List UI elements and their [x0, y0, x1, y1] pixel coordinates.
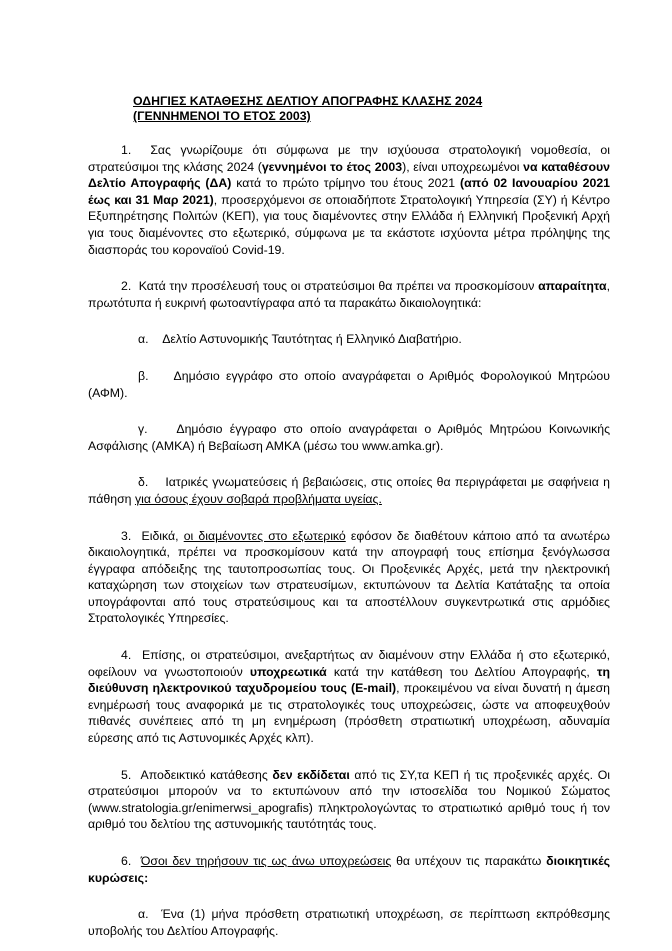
paragraph-6: 6. Όσοι δεν τηρήσουν τις ως άνω υποχρεώσεις θα υπέχουν τις παρακάτω διοικητικές κυρώσεις: [88, 854, 611, 885]
paragraph-2d: δ. Ιατρικές γνωματεύσεις ή βεβαιώσεις, στις οποίες θα περιγράφεται με σαφήνεια η πάθηση για όσους έχουν σοβαρά προβλήματα υγείας. [88, 475, 610, 506]
bold-text: απαραίτητα [538, 279, 607, 294]
paragraph-2a: α. Δελτίο Αστυνομικής Ταυτότητας ή Ελληνικό Διαβατήριο. [138, 332, 462, 347]
bold-text: γεννημένοι το έτος 2003 [261, 159, 403, 174]
bold-text: τη διεύθυνση ηλεκτρονικού ταχυδρομείου τους (E-mail) [88, 664, 610, 696]
underlined-text: για όσους έχουν σοβαρά προβλήματα υγείας. [134, 491, 382, 506]
paragraph-1: 1. Σας γνωρίζουμε ότι σύμφωνα με την ισχύουσα στρατολογική νομοθεσία, οι στρατεύσιμοι της κλάσης 2024 (γεννημένοι το έτος 2003), είναι υποχρεωμένοι να καταθέσουν Δελτίο Απογραφής (ΔΑ) κατά το πρώτο τρίμηνο του έτους 2021 (από 02 Ιανουαρίου 2021 έως και 31 Μαρ 2021), προσερχόμενοι σε οποιαδήποτε Στρατολογική Υπηρεσία (ΣΥ) ή Κέντρο Εξυπηρέτησης Πολιτών (ΚΕΠ), για τους διαμένοντες στην Ελλάδα ή Ελληνική Προξενική Αρχή για τους διαμένοντες στο εξωτερικό, σύμφωνα με τα εκάστοτε ισχύοντα μέτρα πρόληψης της διασποράς του κοροναϊού Covid-19. [88, 143, 611, 257]
paragraph-3: 3. Ειδικά, οι διαμένοντες στο εξωτερικό εφόσον δε διαθέτουν κάποιο από τα ανωτέρω δικαιολογητικά, πρέπει να προσκομίσουν κατά την απογραφή τους επίσημα ξενόγλωσσα έγγραφα απόδειξης της ταυτοπροσωπίας τους. Οι Προξενικές Αρχές, μετά την ηλεκτρονική καταχώρηση των στοιχείων των στρατευσίμων, εκτυπώνουν τα Δελτία Κατάταξης τα οποία υπογράφονται από τους στρατεύσιμους και τα αποστέλλουν συγκεντρωτικά στις αρμόδιες Στρατολογικές Υπηρεσίες. [88, 528, 610, 626]
document-page [88, 94, 610, 939]
bold-text: (από 02 Ιανουαρίου 2021 έως και 31 Μαρ 2021) [88, 176, 610, 207]
title-line-1: ΟΔΗΓΙΕΣ ΚΑΤΑΘΕΣΗΣ ΔΕΛΤΙΟΥ ΑΠΟΓΡΑΦΗΣ ΚΛΑΣΗΣ 2024 [133, 94, 483, 108]
bold-text: υποχρεωτικά [249, 664, 327, 679]
paragraph-2: 2. Κατά την προσέλευσή τους οι στρατεύσιμοι θα πρέπει να προσκομίσουν απαραίτητα, πρωτότυπα ή ευκρινή φωτοαντίγραφα από τα παρακάτω δικαιολογητικά: [88, 279, 610, 310]
paragraph-6a: α. Ένα (1) μήνα πρόσθετη στρατιωτική υποχρέωση, σε περίπτωση εκπρόθεσμης υποβολής του Δελτίου Απογραφής. [88, 907, 610, 938]
bold-text: διοικητικές κυρώσεις: [88, 854, 611, 885]
underlined-text: οι διαμένοντες στο εξωτερικό [183, 528, 346, 543]
title-line-2: (ΓΕΝΝΗΜΕΝΟΙ ΤΟ ΕΤΟΣ 2003) [133, 109, 311, 123]
underlined-text: Όσοι δεν τηρήσουν τις ως άνω υποχρεώσεις [140, 854, 392, 868]
document-title [133, 94, 610, 124]
paragraph-2b: β. Δημόσιο εγγράφο στο οποίο αναγράφεται ο Αριθμός Φορολογικού Μητρώου (ΑΦΜ). [88, 368, 610, 400]
paragraph-5: 5. Αποδεικτικό κατάθεσης δεν εκδίδεται από τις ΣΥ,τα ΚΕΠ ή τις προξενικές αρχές. Οι στρατεύσιμοι μπορούν να το εκτυπώνουν από την ιστοσελίδα του Νομικού Σώματος (www.stratologia.gr/enimerwsi_apografis) πληκτρολογώντας το στρατιωτικό αριθμό τους ή τον αριθμό του δελτίου της αστυνομικής ταυτότητάς τους. [88, 767, 611, 832]
bold-text: να καταθέσουν Δελτίο Απογραφής (ΔΑ) [88, 159, 610, 191]
paragraph-2c: γ. Δημόσιο έγγραφο στο οποίο αναγράφεται ο Αριθμός Μητρώου Κοινωνικής Ασφάλισης (ΑΜΚΑ) ή Βεβαίωση ΑΜΚΑ (μέσω του www.amka.gr). [88, 422, 610, 453]
paragraph-4: 4. Επίσης, οι στρατεύσιμοι, ανεξαρτήτως αν διαμένουν στην Ελλάδα ή στο εξωτερικό, οφείλουν να γνωστοποιούν υποχρεωτικά κατά την κατάθεση του Δελτίου Απογραφής, τη διεύθυνση ηλεκτρονικού ταχυδρομείου τους (E-mail), προκειμένου να είναι δυνατή η άμεση ενημέρωσή τους αναφορικά με τις στρατολογικές τους υποχρεώσεις, ώστε να αποφευχθούν πιθανές συνέπειες από τη μη ενημέρωση (πρόσθετη στρατιωτική υποχρέωση, αδυναμία εύρεσης από τις Αστυνομικές Αρχές κλπ). [88, 648, 610, 746]
bold-text: δεν εκδίδεται [272, 767, 350, 782]
